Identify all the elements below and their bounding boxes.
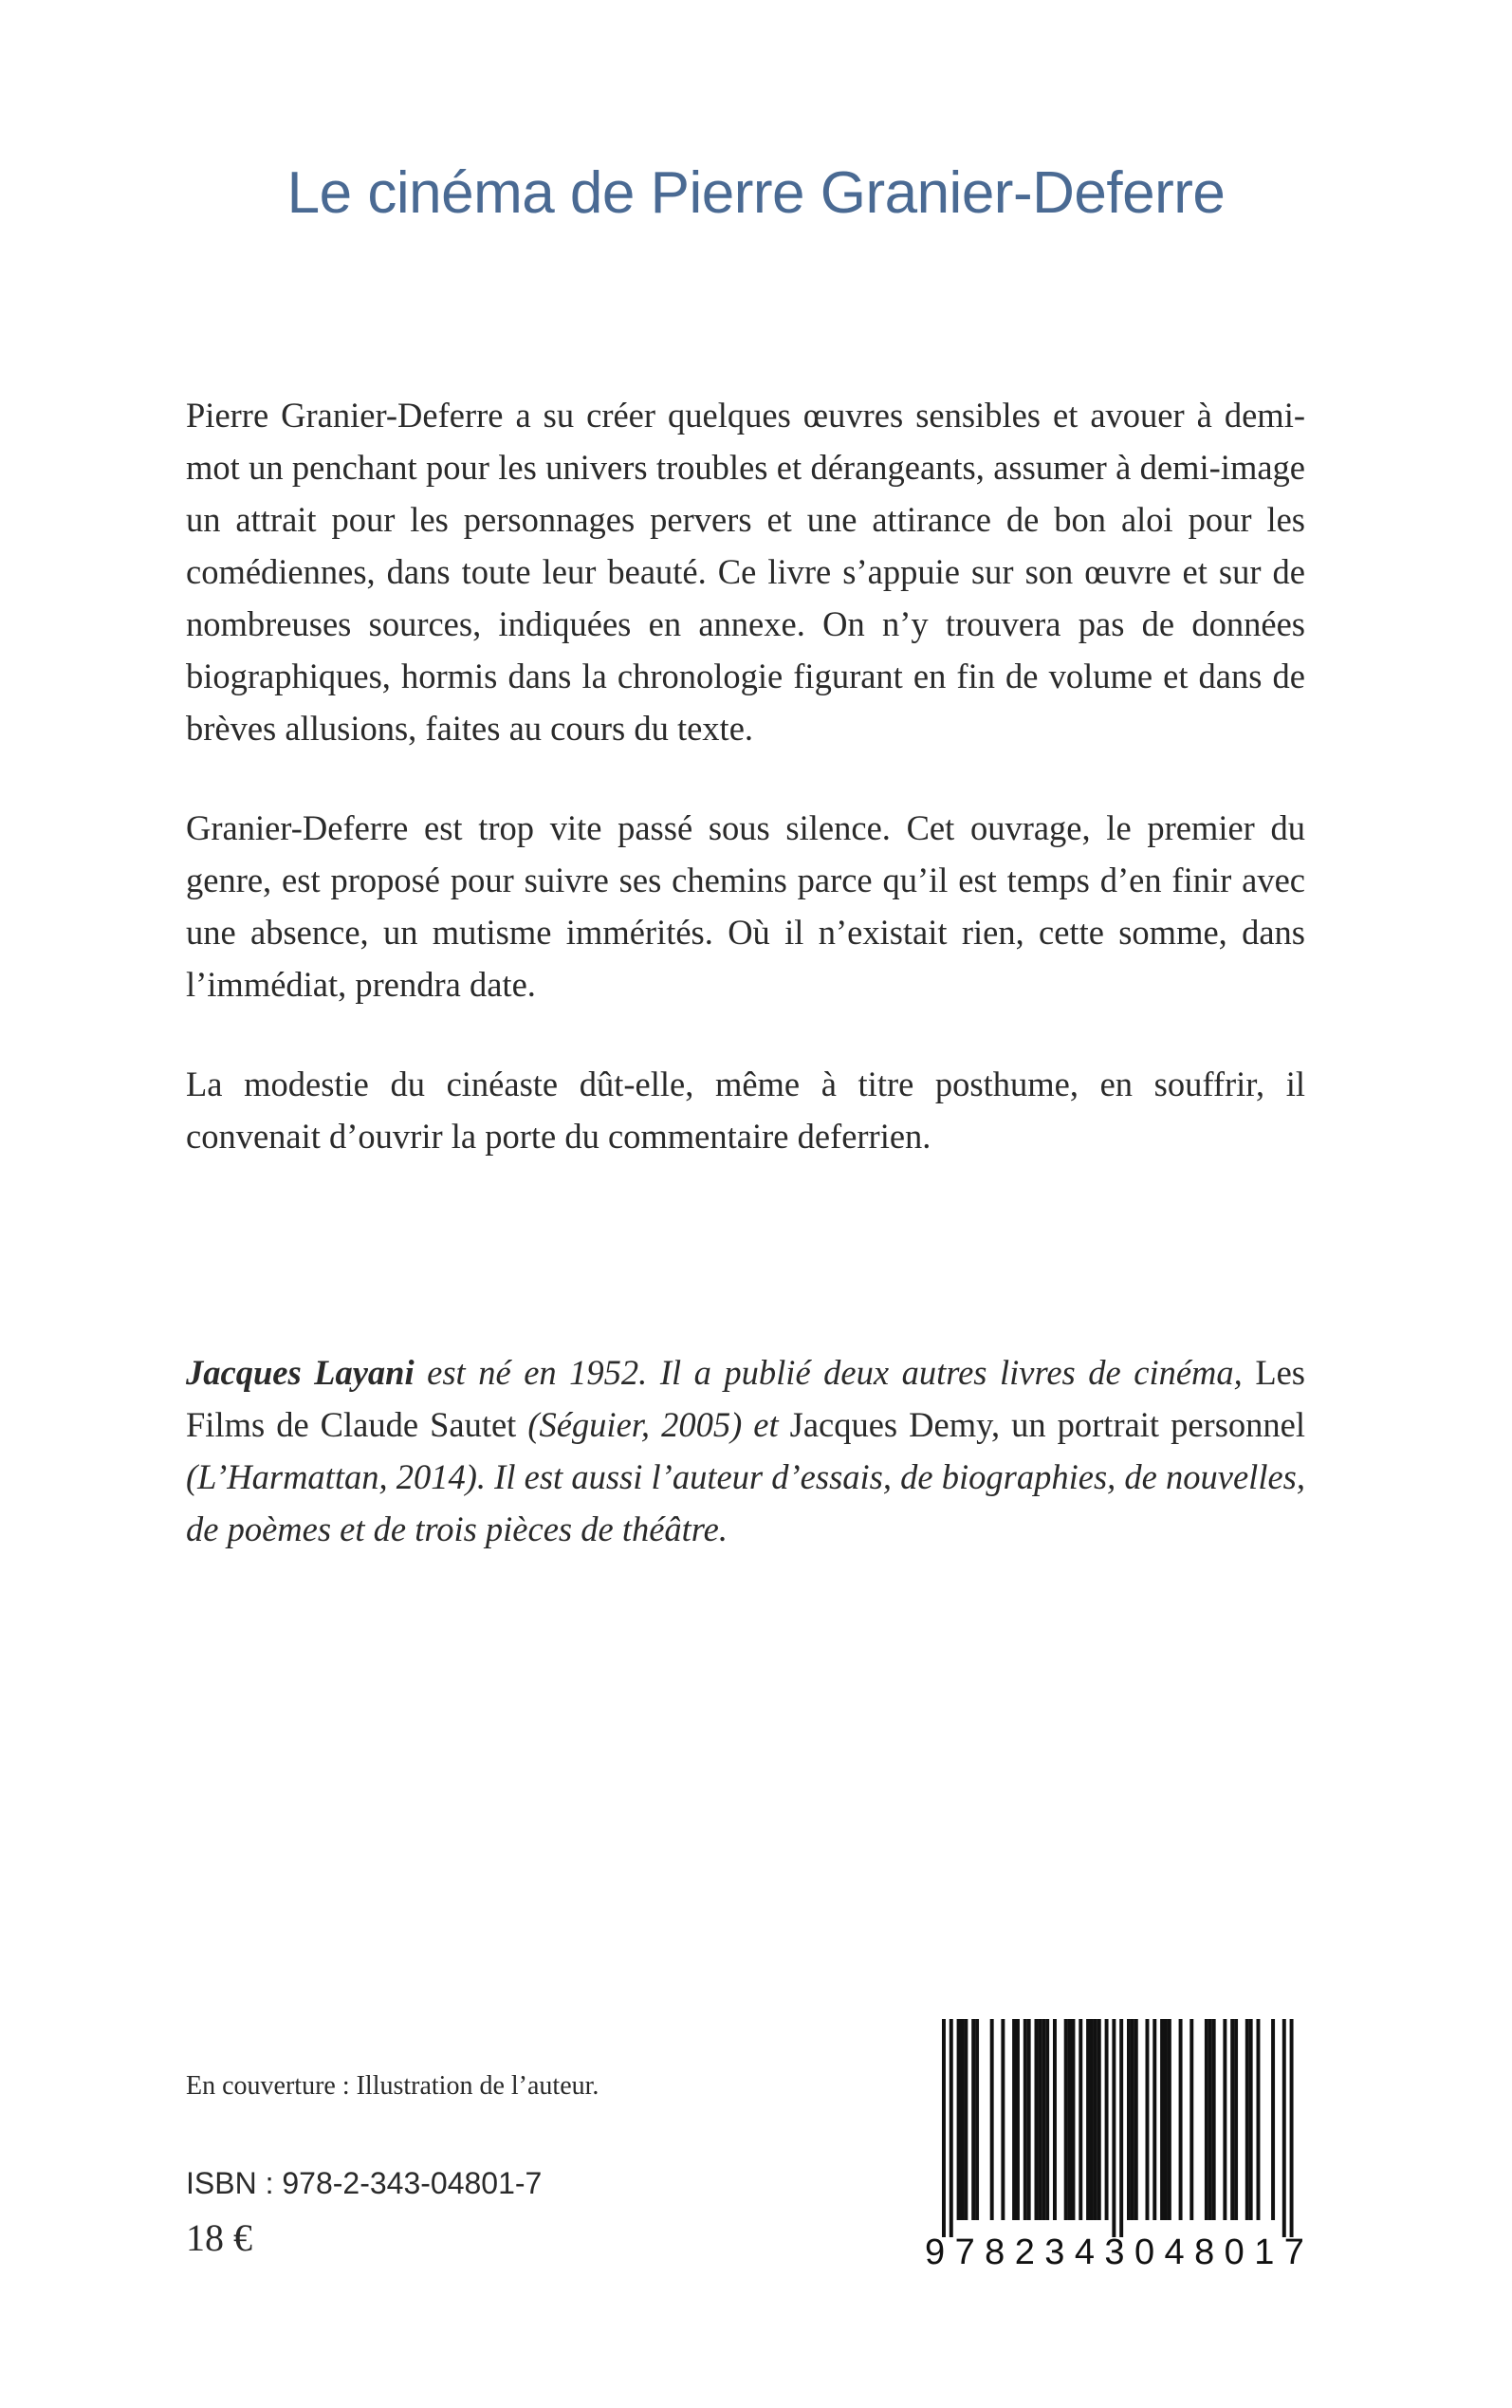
barcode-bar	[1223, 2019, 1226, 2220]
barcode-digit: 4	[1074, 2232, 1095, 2272]
barcode-bar	[1038, 2019, 1042, 2220]
barcode-digit: 3	[1044, 2232, 1065, 2272]
paragraph-3: La modestie du cinéaste dût-elle, même à titre posthume, en souffrir, il convenait d’ouvrir la porte du commentaire deferrien.	[186, 1065, 1305, 1156]
barcode-bar	[1290, 2019, 1294, 2237]
barcode-digit: 4	[1164, 2232, 1185, 2272]
barcode-bar	[957, 2019, 961, 2220]
barcode-bars	[925, 2019, 1304, 2237]
barcode-bar	[1282, 2019, 1286, 2237]
barcode-bar	[1134, 2019, 1138, 2220]
bio-text-1: est né en 1952. Il a publié deux autres livres de cinéma,	[414, 1353, 1256, 1392]
barcode-bar	[971, 2019, 975, 2220]
author-bio	[186, 1346, 1305, 1555]
barcode-bar	[1105, 2019, 1109, 2220]
barcode-bar	[1027, 2019, 1031, 2220]
bio-text-3: (L’Harmattan, 2014). Il est aussi l’auteur d’essais, de biographies, de nouvelles, de poèmes et de trois pièces de théâtre.	[186, 1457, 1305, 1548]
barcode-digit: 9	[925, 2232, 946, 2272]
barcode-bar	[1189, 2019, 1193, 2220]
barcode-bar	[1164, 2019, 1168, 2220]
barcode-bar	[1035, 2019, 1039, 2220]
barcode-bar	[1249, 2019, 1253, 2220]
barcode-bar	[964, 2019, 968, 2220]
paragraph-2: Granier-Deferre est trop vite passé sous silence. Cet ouvrage, le premier du genre, est proposé pour suivre ses chemins parce qu’il est temps d’en finir avec une absence, un mutisme immérités. Où il n’existait rien, cette somme, dans l’immédiat, prendra date.	[186, 808, 1305, 1004]
barcode-bar	[1146, 2019, 1150, 2220]
barcode-bar	[975, 2019, 979, 2220]
barcode-bar	[1168, 2019, 1171, 2220]
barcode-digit: 7	[954, 2232, 975, 2272]
barcode-bar	[1212, 2019, 1216, 2220]
barcode-bar	[1090, 2019, 1094, 2220]
barcode-bar	[1131, 2019, 1134, 2220]
barcode-bar	[1023, 2019, 1027, 2220]
barcode	[925, 2019, 1304, 2299]
bio-text-2: (Séguier, 2005) et	[516, 1405, 790, 1444]
barcode-digit: 8	[985, 2232, 1005, 2272]
barcode-bar	[1012, 2019, 1016, 2220]
barcode-digit: 3	[1104, 2232, 1125, 2272]
barcode-digit: 8	[1194, 2232, 1215, 2272]
barcode-bar	[1086, 2019, 1090, 2220]
barcode-bar	[1160, 2019, 1164, 2220]
paragraph-1: Pierre Granier-Deferre a su créer quelques œuvres sensibles et avouer à demi-mot un penchant pour les univers troubles et dérangeants, assumer à demi-image un attrait pour les personnages pervers et une attirance de bon aloi pour les comédiennes, dans toute leur beauté. Ce livre s’appuie sur son œuvre et sur de nombreuses sources, indiquées en annexe. On n’y trouvera pas de données biographiques, hormis dans la chronologie figurant en fin de volume et dans de brèves allusions, faites au cours du texte.	[186, 396, 1305, 748]
barcode-digit: 0	[1224, 2232, 1245, 2272]
barcode-bar	[961, 2019, 965, 2220]
book-title-1: Les Films de Claude Sautet	[186, 1353, 1306, 1444]
cover-credit: En couverture : Illustration de l’auteur.	[186, 2071, 599, 2101]
book-title: Le cinéma de Pierre Granier-Deferre	[286, 160, 1226, 226]
barcode-digit: 0	[1134, 2232, 1155, 2272]
barcode-bar	[1068, 2019, 1072, 2220]
barcode-bar	[1016, 2019, 1020, 2220]
barcode-digit: 7	[1283, 2232, 1304, 2272]
barcode-bar	[1179, 2019, 1183, 2220]
barcode-bar	[1001, 2019, 1005, 2220]
barcode-bar	[1042, 2019, 1045, 2220]
barcode-bar	[1119, 2019, 1123, 2237]
barcode-bar	[1112, 2019, 1116, 2237]
price: 18 €	[186, 2216, 252, 2259]
barcode-bar	[1152, 2019, 1156, 2220]
isbn: ISBN : 978-2-343-04801-7	[186, 2166, 543, 2200]
barcode-bar	[1245, 2019, 1249, 2220]
barcode-bar	[1234, 2019, 1238, 2220]
barcode-bar	[1079, 2019, 1082, 2220]
barcode-bar	[1045, 2019, 1049, 2220]
barcode-bar	[1208, 2019, 1212, 2220]
barcode-bar	[1205, 2019, 1208, 2220]
barcode-bar	[1097, 2019, 1101, 2220]
barcode-digits	[925, 2232, 1304, 2273]
book-title-2: Jacques Demy, un portrait personnel	[789, 1405, 1305, 1444]
barcode-bar	[1257, 2019, 1261, 2220]
barcode-bar	[1094, 2019, 1097, 2220]
barcode-bar	[942, 2019, 946, 2237]
barcode-bar	[1127, 2019, 1131, 2220]
barcode-bar	[1230, 2019, 1234, 2220]
barcode-digit: 2	[1014, 2232, 1035, 2272]
author-name: Jacques Layani	[186, 1353, 415, 1392]
barcode-bar	[950, 2019, 953, 2237]
barcode-bar	[1271, 2019, 1275, 2220]
barcode-bar	[1072, 2019, 1076, 2220]
barcode-bar	[1053, 2019, 1057, 2220]
barcode-digit: 1	[1254, 2232, 1275, 2272]
barcode-bar	[990, 2019, 994, 2220]
barcode-bar	[1064, 2019, 1068, 2220]
